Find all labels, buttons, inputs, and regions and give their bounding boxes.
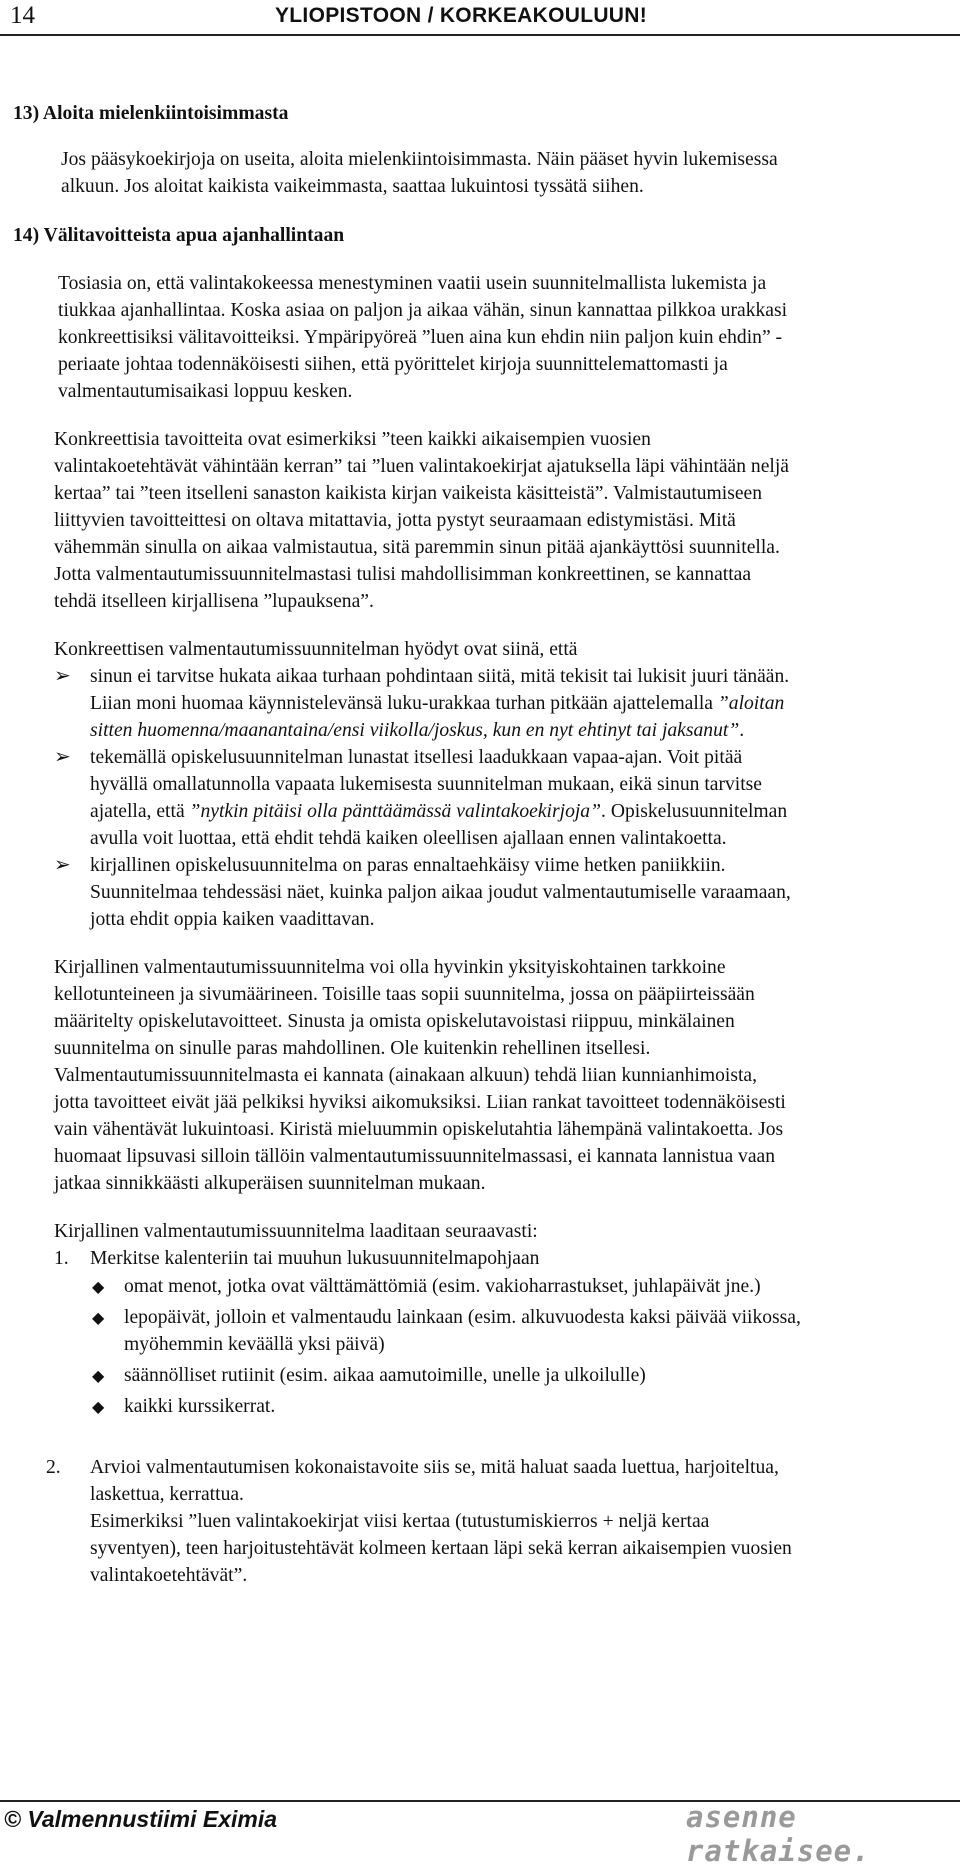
b3-line-2: Suunnitelmaa tehdessäsi näet, kuinka paljon aikaa joudut valmentautumiselle varaamaan,	[90, 882, 791, 903]
header-title: YLIOPISTOON / KORKEAKOULUUN!	[275, 4, 648, 27]
diamond-bullet-icon: ◆	[92, 1310, 105, 1327]
b1-line-2-quote: ”aloitan	[717, 693, 785, 714]
step-1-item-1: omat menot, jotka ovat välttämättömiä (esim. vakioharrastukset, juhlapäivät jne.)	[124, 1276, 761, 1297]
b3-line-3: jotta ehdit oppia kaiken vaadittavan.	[90, 909, 375, 930]
b2-line-1: tekemällä opiskelusuunnitelman lunastat itsellesi laadukkaan vapaa-ajan. Voit pitää	[90, 747, 743, 768]
s14-p1-line-4: periaate johtaa todennäköisesti siihen, että pyörittelet kirjoja suunnittelemattomasti ja	[58, 354, 728, 375]
section-14-heading: 14) Välitavoitteista apua ajanhallintaan	[13, 225, 345, 246]
b2-line-3-quote: ”nytkin pitäisi olla pänttäämässä valintakoekirjoja”	[189, 801, 602, 822]
s14-p1-line-5: valmentautumisaikasi loppuu kesken.	[58, 381, 353, 402]
b2-line-3-text: ajatella, että	[90, 801, 190, 822]
list-intro: Kirjallinen valmentautumissuunnitelma laaditaan seuraavasti:	[54, 1221, 538, 1242]
step-1-item-4: kaikki kurssikerrat.	[124, 1396, 276, 1417]
footer-copyright: © Valmennustiimi Eximia	[4, 1806, 278, 1832]
page-number: 14	[10, 2, 35, 29]
step-1-item-2-line-2: myöhemmin keväällä yksi päivä)	[124, 1334, 385, 1355]
step-1-item-2-line-1: lepopäivät, jolloin et valmentaudu lainkaan (esim. alkuvuodesta kaksi päivää viikossa,	[124, 1307, 801, 1328]
step-1-number: 1.	[54, 1248, 69, 1269]
s14-p2-line-7: tehdä itselleen kirjallisena ”lupauksena”.	[54, 591, 374, 612]
b1-line-3	[90, 717, 744, 745]
diamond-bullet-icon: ◆	[92, 1279, 105, 1296]
b2-line-3	[90, 798, 787, 826]
step-1-text: Merkitse kalenteriin tai muuhun lukusuunnitelmapohjaan	[90, 1248, 540, 1269]
s14-p3-line-6: jotta tavoitteet eivät jää pelkiksi hyviksi aikomuksiksi. Liian rankat tavoitteet todennäköisesti	[54, 1092, 786, 1113]
b1-line-3-period: .	[739, 720, 745, 741]
s14-p1-line-3: konkreettisiksi välitavoitteiksi. Ympäripyöreä ”luen aina kun ehdin niin paljon kuin ehdin” -	[58, 327, 783, 348]
arrow-bullet-icon: ➢	[54, 854, 71, 876]
s14-p2-line-5: vähemmän sinulla on aikaa valmistautua, sitä paremmin sinun pitää ajankäyttösi suunnitella.	[54, 537, 780, 558]
s14-p2-line-2: valintakoetehtävät vähintään kerran” tai ”luen valintakoekirjat ajatuksella läpi vähintään neljä	[54, 456, 789, 477]
s14-p3-line-7: vain vähentävät lukuintoasi. Kiristä mieluummin opiskelutahtia lähempänä valintakoetta. Jos	[54, 1119, 784, 1140]
s14-p3-line-1: Kirjallinen valmentautumissuunnitelma voi olla hyvinkin yksityiskohtainen tarkkoine	[54, 957, 726, 978]
footer-slogan: asenne ratkaisee.	[686, 1800, 871, 1868]
step-1-item-3: säännölliset rutiinit (esim. aikaa aamutoimille, unelle ja ulkoilulle)	[124, 1365, 646, 1386]
step-2-number: 2.	[46, 1457, 61, 1478]
step-2-line-3: Esimerkiksi ”luen valintakoekirjat viisi kertaa (tutustumiskierros + neljä kertaa	[90, 1511, 710, 1532]
b1-line-2	[90, 690, 784, 718]
b2-line-2: hyvällä omallatunnolla vapaata lukemisesta suunnitelman mukaan, eikä sinun tarvitse	[90, 774, 762, 795]
s14-p1-line-2: tiukkaa ajanhallintaa. Koska asiaa on paljon ja aikaa vähän, sinun kannattaa pilkkoa urakkasi	[58, 300, 788, 321]
step-2-line-2: laskettua, kerrattua.	[90, 1484, 244, 1505]
s14-p3-line-2: kellotunteineen ja sivumäärineen. Toisille taas sopii suunnitelma, jossa on pääpiirteissään	[54, 984, 755, 1005]
arrow-bullet-icon: ➢	[54, 746, 71, 768]
s13-line-1: Jos pääsykoekirjoja on useita, aloita mielenkiintoisimmasta. Näin pääset hyvin lukemisessa	[61, 149, 778, 170]
s14-p2-line-1: Konkreettisia tavoitteita ovat esimerkiksi ”teen kaikki aikaisempien vuosien	[54, 429, 651, 450]
s14-p3-line-9: jatkaa sinnikkäästi alkuperäisen suunnitelman mukaan.	[54, 1173, 486, 1194]
s14-p2-line-4: liittyvien tavoitteittesi on oltava mitattavia, jotta pystyt seuraamaan edistymistäsi. Mitä	[54, 510, 736, 531]
step-2-line-5: valintakoetehtävät”.	[90, 1565, 248, 1586]
b1-line-2-text: Liian moni huomaa käynnistelevänsä luku-urakkaa turhan pitkään ajattelemalla	[90, 693, 718, 714]
s14-p2-line-3: kertaa” tai ”teen itselleni sanaston kaikista kirjan vaikeista käsitteistä”. Valmistautumiseen	[54, 483, 763, 504]
header-rule	[0, 34, 960, 36]
benefits-intro: Konkreettisen valmentautumissuunnitelman hyödyt ovat siinä, että	[54, 639, 578, 660]
b1-line-3-quote: sitten huomenna/maanantaina/ensi viikolla/joskus, kun en nyt ehtinyt tai jaksanut”	[90, 720, 740, 741]
s14-p3-line-8: huomaat lipsuvasi silloin tällöin valmentautumissuunnitelmassasi, ei kannata lannistua vaan	[54, 1146, 776, 1167]
diamond-bullet-icon: ◆	[92, 1399, 105, 1416]
section-13-heading: 13) Aloita mielenkiintoisimmasta	[13, 103, 289, 124]
b3-line-1: kirjallinen opiskelusuunnitelma on paras ennaltaehkäisy viime hetken paniikkiin.	[90, 855, 726, 876]
s14-p3-line-4: suunnitelma on sinulle paras mahdollinen. Ole kuitenkin rehellinen itsellesi.	[54, 1038, 651, 1059]
s14-p3-line-3: määritelty opiskelutavoitteet. Sinusta ja omista opiskelutavoistasi riippuu, minkälainen	[54, 1011, 735, 1032]
diamond-bullet-icon: ◆	[92, 1368, 105, 1385]
b2-line-3-tail: . Opiskelusuunnitelman	[601, 801, 788, 822]
s14-p3-line-5: Valmentautumissuunnitelmasta ei kannata (ainakaan alkuun) tehdä liian kunnianhimoista,	[54, 1065, 758, 1086]
s14-p1-line-1: Tosiasia on, että valintakokeessa menestyminen vaatii usein suunnitelmallista lukemista ja	[58, 273, 767, 294]
step-2-line-1: Arvioi valmentautumisen kokonaistavoite siis se, mitä haluat saada luettua, harjoiteltua,	[90, 1457, 779, 1478]
s13-line-2: alkuun. Jos aloitat kaikista vaikeimmasta, saattaa lukuintosi tyssätä siihen.	[61, 176, 644, 197]
step-2-line-4: syventyen), teen harjoitustehtävät kolmeen kertaan läpi sekä kerran aikaisempien vuosien	[90, 1538, 792, 1559]
page-header	[0, 0, 960, 40]
b2-line-4: avulla voit luottaa, että ehdit tehdä kaiken oleellisen ajallaan ennen valintakoetta.	[90, 828, 727, 849]
s14-p2-line-6: Jotta valmentautumissuunnitelmastasi tulisi mahdollisimman konkreettinen, se kannattaa	[54, 564, 752, 585]
b1-line-1: sinun ei tarvitse hukata aikaa turhaan pohdintaan siitä, mitä tekisit tai lukisit juuri tänään.	[90, 666, 790, 687]
arrow-bullet-icon: ➢	[54, 665, 71, 687]
